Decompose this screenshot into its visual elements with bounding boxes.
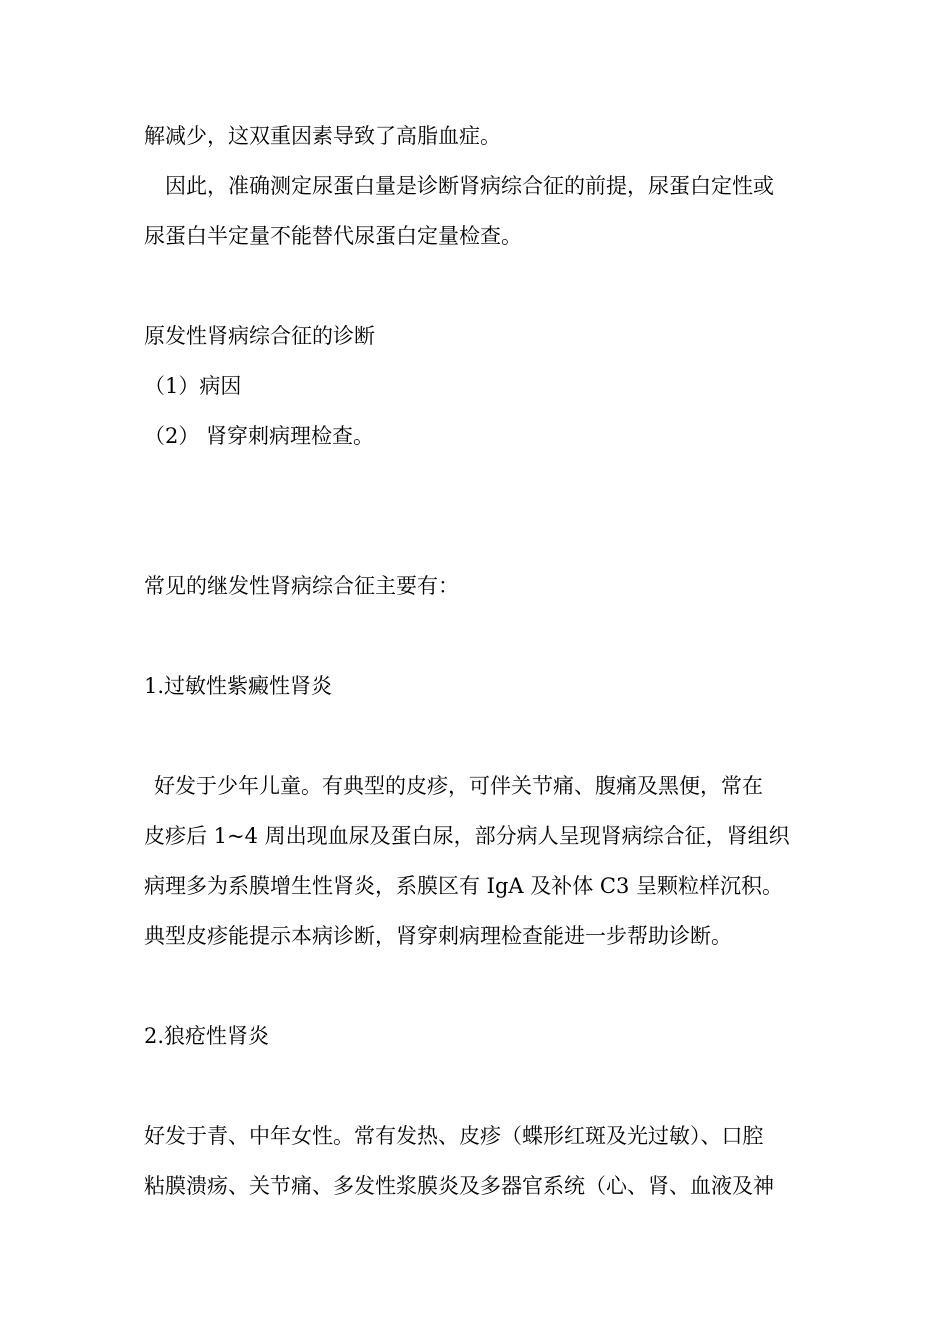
section-title: 原发性肾病综合征的诊断 — [144, 324, 375, 348]
paragraph-line: 皮疹后 1~4 周出现血尿及蛋白尿，部分病人呈现肾病综合征，肾组织 — [144, 824, 790, 848]
section-title: 常见的继发性肾病综合征主要有： — [144, 574, 459, 598]
item-title: 2.狼疮性肾炎 — [144, 1024, 270, 1048]
item-title: 1.过敏性紫癜性肾炎 — [144, 674, 333, 698]
paragraph-line: 好发于青、中年女性。常有发热、皮疹（蝶形红斑及光过敏）、口腔 — [144, 1124, 764, 1148]
paragraph-line: 解减少，这双重因素导致了高脂血症。 — [144, 124, 501, 148]
paragraph-line: 因此，准确测定尿蛋白量是诊断肾病综合征的前提，尿蛋白定性或 — [165, 174, 774, 198]
list-item: （1）病因 — [144, 374, 242, 398]
paragraph-line: 尿蛋白半定量不能替代尿蛋白定量检查。 — [144, 224, 522, 248]
paragraph-line: 好发于少年儿童。有典型的皮疹，可伴关节痛、腹痛及黑便，常在 — [154, 774, 763, 798]
list-item: （2） 肾穿刺病理检查。 — [144, 424, 375, 448]
paragraph-line: 典型皮疹能提示本病诊断，肾穿刺病理检查能进一步帮助诊断。 — [144, 924, 732, 948]
paragraph-line: 粘膜溃疡、关节痛、多发性浆膜炎及多器官系统（心、肾、血液及神 — [144, 1174, 774, 1198]
paragraph-line: 病理多为系膜增生性肾炎，系膜区有 IgA 及补体 C3 呈颗粒样沉积。 — [144, 874, 784, 898]
